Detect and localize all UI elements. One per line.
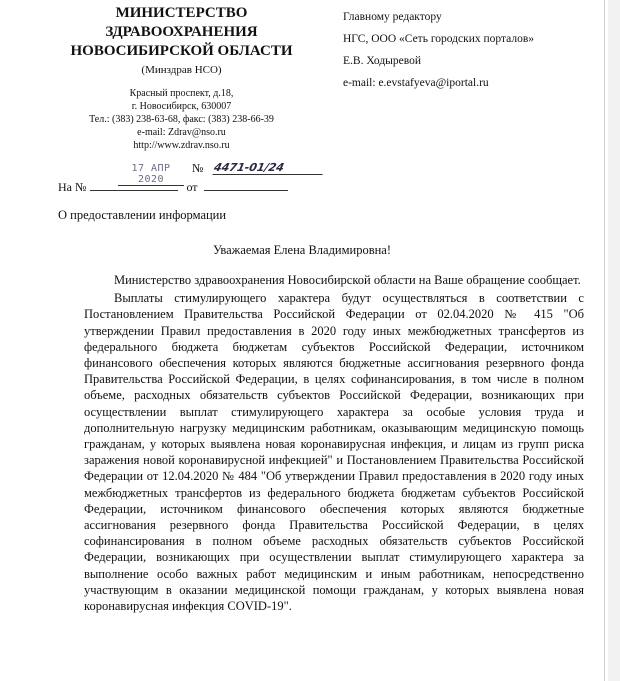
date-stamp: 17 АПР 2020 <box>118 163 184 186</box>
ministry-address <box>64 87 299 152</box>
recipient-email: e-mail: e.evstafyeva@iportal.ru <box>343 77 489 89</box>
from-blank <box>204 180 288 191</box>
recipient-name: Е.В. Ходыревой <box>343 55 422 67</box>
ministry-line: НОВОСИБИРСКОЙ ОБЛАСТИ <box>70 43 293 59</box>
body-paragraph: Министерство здравоохранения Новосибирской области на Ваше обращение сообщает. <box>114 273 581 287</box>
reference-line <box>58 180 318 195</box>
body-paragraph: Выплаты стимулирующего характера будут осуществляться в соответствии с Постановлением Правительства Российской Федерации от 02.04.2020 № 415 "Об утверждении Правил предоставления в 2020 году иных межбюджетных трансфертов из федерального бюджета бюджетам субъектов Российской Федерации, источником финансового обеспечения которых являются бюджетные ассигнования резервного фонда Правительства Российской Федерации, в целях софинансирования, в том числе в полном объеме, расходных обязательств субъектов Российской Федерации, возникающих при осуществлении выплат стимулирующего характера за особые условия труда и дополнительную нагрузку медицинским работникам, оказывающим медицинскую помощь гражданам, у которых выявлена новая коронавирусная инфекция, и лицам из групп риска заражения новой коронавирусной инфекцией" и Постановлением Правительства Российской Федерации от 12.04.2020 № 484 "Об утверждении Правил предоставления в 2020 году иных межбюджетных трансфертов из федерального бюджета бюджетам субъектов Российской Федерации, источником финансового обеспечения которых являются бюджетные ассигнования резервного фонда Правительства Российской Федерации, в целях софинансирования в полном объеме расходных обязательств субъектов Российской Федерации, возникающих при осуществлении выплат стимулирующего характера за выполнение особо важных работ медицинским и иным работникам, непосредственно участвующим в оказании медицинской помощи гражданам, у которых выявлена новая коронавирусная инфекция COVID-19". <box>84 291 584 614</box>
recipient-position: Главному редактору <box>343 11 442 23</box>
ministry-line: МИНИСТЕРСТВО <box>115 5 248 21</box>
email-line: e-mail: Zdrav@nso.ru <box>137 127 226 138</box>
letter-body <box>84 272 584 614</box>
reference-label: На № <box>58 180 87 194</box>
letter-subject: О предоставлении информации <box>58 208 227 222</box>
viewer-edge <box>608 0 620 681</box>
ministry-abbreviation: (Минздрав НСО) <box>141 64 222 76</box>
registration-line <box>118 161 308 185</box>
from-label: от <box>186 180 198 194</box>
ministry-name <box>64 4 299 61</box>
website-line: http://www.zdrav.nso.ru <box>133 140 230 151</box>
ministry-line: ЗДРАВООХРАНЕНИЯ <box>105 24 258 40</box>
address-line: г. Новосибирск, 630007 <box>131 101 232 112</box>
number-sign: № <box>192 161 204 175</box>
recipient-block <box>343 6 593 94</box>
address-line: Красный проспект, д.18, <box>129 88 234 99</box>
recipient-organization: НГС, ООО «Сеть городских порталов» <box>343 33 535 45</box>
handwritten-number: 4471-01/24 <box>213 161 326 175</box>
phone-fax-line: Тел.: (383) 238-63-68, факс: (383) 238-66-39 <box>89 114 274 125</box>
reference-blank <box>90 180 178 191</box>
salutation: Уважаемая Елена Владимировна! <box>212 243 392 257</box>
